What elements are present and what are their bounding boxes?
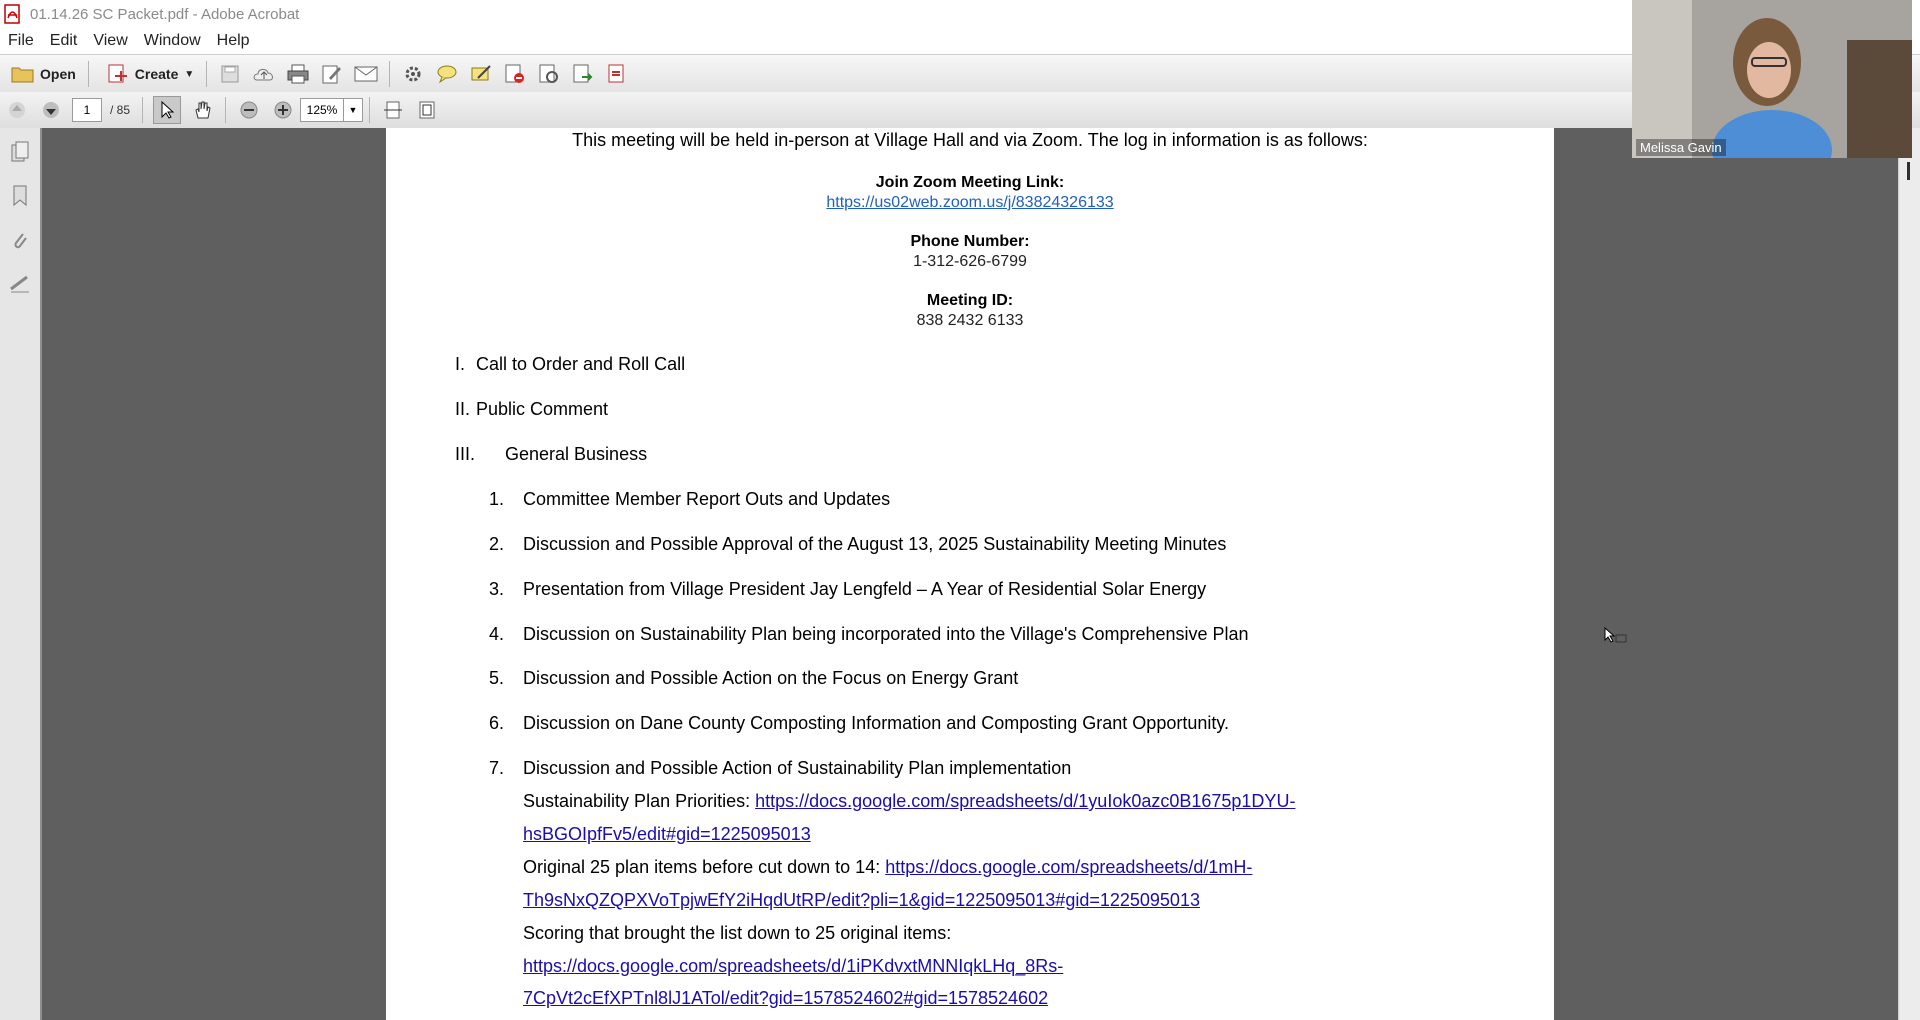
- zoom-out-icon[interactable]: [236, 97, 262, 123]
- window-title: 01.14.26 SC Packet.pdf - Adobe Acrobat: [30, 5, 300, 23]
- navigation-pane: [0, 128, 42, 1020]
- select-tool-icon[interactable]: [153, 96, 181, 124]
- zoom-meeting-link[interactable]: https://us02web.zoom.us/j/83824326133: [826, 194, 1114, 211]
- print-icon[interactable]: [285, 61, 311, 87]
- zoom-in-icon[interactable]: [270, 97, 296, 123]
- page-number-input[interactable]: 1: [72, 98, 102, 122]
- agenda-item-text: Discussion and Possible Approval of the August 13, 2025 Sustainability Meeting Minutes: [523, 534, 1227, 554]
- menu-view[interactable]: View: [93, 32, 128, 49]
- pdf-tools-icon[interactable]: [604, 61, 630, 87]
- scoring-link[interactable]: https://docs.google.com/spreadsheets/d/1iPKdvxtMNNIqkLHq_8Rs-: [523, 956, 1064, 976]
- scoring-label: Scoring that brought the list down to 25 original items:: [523, 923, 952, 943]
- agenda-item-number: 1.: [489, 489, 505, 509]
- agenda-item-number: 6.: [489, 713, 505, 733]
- zoom-level-input[interactable]: 125%: [300, 98, 344, 122]
- page-total: / 85: [110, 103, 131, 117]
- toolbar-separator: [389, 61, 390, 87]
- export-icon[interactable]: [570, 61, 596, 87]
- section-title: General Business: [505, 444, 648, 464]
- participant-video-image: [1632, 0, 1912, 158]
- create-pdf-icon: [105, 61, 131, 87]
- save-icon[interactable]: [217, 61, 243, 87]
- bookmarks-icon[interactable]: [8, 184, 32, 208]
- acrobat-pdf-icon: [4, 4, 22, 24]
- section-numeral: II.: [455, 399, 471, 419]
- menu-window[interactable]: Window: [143, 32, 201, 49]
- section-numeral: I.: [455, 354, 466, 374]
- previous-page-icon[interactable]: [4, 97, 30, 123]
- menu-file[interactable]: File: [8, 32, 34, 49]
- agenda-item-number: 3.: [489, 579, 505, 599]
- agenda-item-number: 5.: [489, 668, 505, 688]
- create-button[interactable]: [95, 59, 201, 89]
- zoom-link-heading: Join Zoom Meeting Link:: [875, 174, 1065, 191]
- original-items-link[interactable]: https://docs.google.com/spreadsheets/d/1mH-: [885, 857, 1253, 877]
- toolbar-separator: [88, 61, 89, 87]
- open-label: Open: [40, 66, 76, 82]
- video-participant-tile: [1632, 0, 1912, 158]
- zoom-dropdown-chevron-icon[interactable]: ▼: [344, 98, 363, 122]
- page-thumbnails-icon[interactable]: [8, 140, 32, 164]
- email-icon[interactable]: [353, 61, 379, 87]
- vertical-scrollbar[interactable]: [1898, 128, 1920, 1020]
- menu-edit[interactable]: Edit: [49, 32, 78, 49]
- section-numeral: III.: [455, 444, 476, 464]
- agenda-item-number: 4.: [489, 624, 505, 644]
- hand-tool-icon[interactable]: [189, 97, 215, 123]
- agenda-item-text: Discussion on Sustainability Plan being incorporated into the Village's Comprehensive Plan: [523, 624, 1249, 644]
- scrollbar-thumb[interactable]: [1907, 162, 1910, 180]
- agenda-item-text: Discussion and Possible Action on the Focus on Energy Grant: [523, 668, 1019, 688]
- signatures-icon[interactable]: [8, 272, 32, 296]
- section-title: Call to Order and Roll Call: [476, 354, 686, 374]
- redact-icon[interactable]: [502, 61, 528, 87]
- section-title: Public Comment: [476, 399, 609, 419]
- mouse-cursor-icon: [1604, 627, 1628, 650]
- folder-icon: [10, 61, 36, 87]
- document-view[interactable]: [42, 128, 1898, 1020]
- gear-icon[interactable]: [400, 61, 426, 87]
- toolbar-separator: [369, 97, 370, 123]
- agenda-item-text: Discussion and Possible Action of Sustainability Plan implementation: [523, 758, 1072, 778]
- meeting-id-heading: Meeting ID:: [926, 292, 1014, 309]
- sign-icon[interactable]: [468, 61, 494, 87]
- create-label: Create: [134, 66, 179, 82]
- pdf-page: [386, 128, 1554, 1020]
- priorities-link[interactable]: https://docs.google.com/spreadsheets/d/1yuIok0azc0B1675p1DYU-: [755, 791, 1296, 811]
- toolbar-separator: [142, 97, 143, 123]
- attachments-icon[interactable]: [8, 228, 32, 252]
- agenda-item-number: 2.: [489, 534, 505, 554]
- phone-number: 1-312-626-6799: [913, 253, 1027, 270]
- agenda-item-number: 7.: [489, 758, 505, 778]
- agenda-item-text: Presentation from Village President Jay Lengfeld – A Year of Residential Solar Energy: [523, 579, 1207, 599]
- meeting-intro: This meeting will be held in-person at Village Hall and via Zoom. The log in information is as follows:: [572, 130, 1368, 150]
- scoring-link-continued[interactable]: 7CpVt2cEfXPTnl8lJ1ATol/edit?gid=1578524602#gid=1578524602: [523, 988, 1049, 1008]
- phone-heading: Phone Number:: [910, 233, 1030, 250]
- participant-name: Melissa Gavin: [1636, 139, 1726, 156]
- agenda-item-text: Committee Member Report Outs and Updates: [523, 489, 891, 509]
- original-items-link-continued[interactable]: Th9sNxQZQPXVoTpjwEfY2iHqdUtRP/edit?pli=1&gid=1225095013#gid=1225095013: [523, 890, 1200, 910]
- toolbar-separator: [225, 97, 226, 123]
- toolbar-separator: [206, 61, 207, 87]
- fit-width-icon[interactable]: [380, 97, 406, 123]
- menu-help[interactable]: Help: [216, 32, 250, 49]
- fit-page-icon[interactable]: [414, 97, 440, 123]
- open-button[interactable]: [0, 59, 82, 89]
- next-page-icon[interactable]: [38, 97, 64, 123]
- priorities-link-continued[interactable]: hsBGOIpfFv5/edit#gid=1225095013: [523, 824, 811, 844]
- original-items-label: Original 25 plan items before cut down to 14:: [523, 857, 886, 877]
- cloud-upload-icon[interactable]: [251, 61, 277, 87]
- priorities-label: Sustainability Plan Priorities:: [523, 791, 756, 811]
- edit-icon[interactable]: [319, 61, 345, 87]
- chevron-down-icon: ▼: [184, 68, 195, 80]
- comment-icon[interactable]: [434, 61, 460, 87]
- meeting-id: 838 2432 6133: [916, 312, 1024, 329]
- protect-icon[interactable]: [536, 61, 562, 87]
- agenda-item-text: Discussion on Dane County Composting Information and Composting Grant Opportunity.: [523, 713, 1230, 733]
